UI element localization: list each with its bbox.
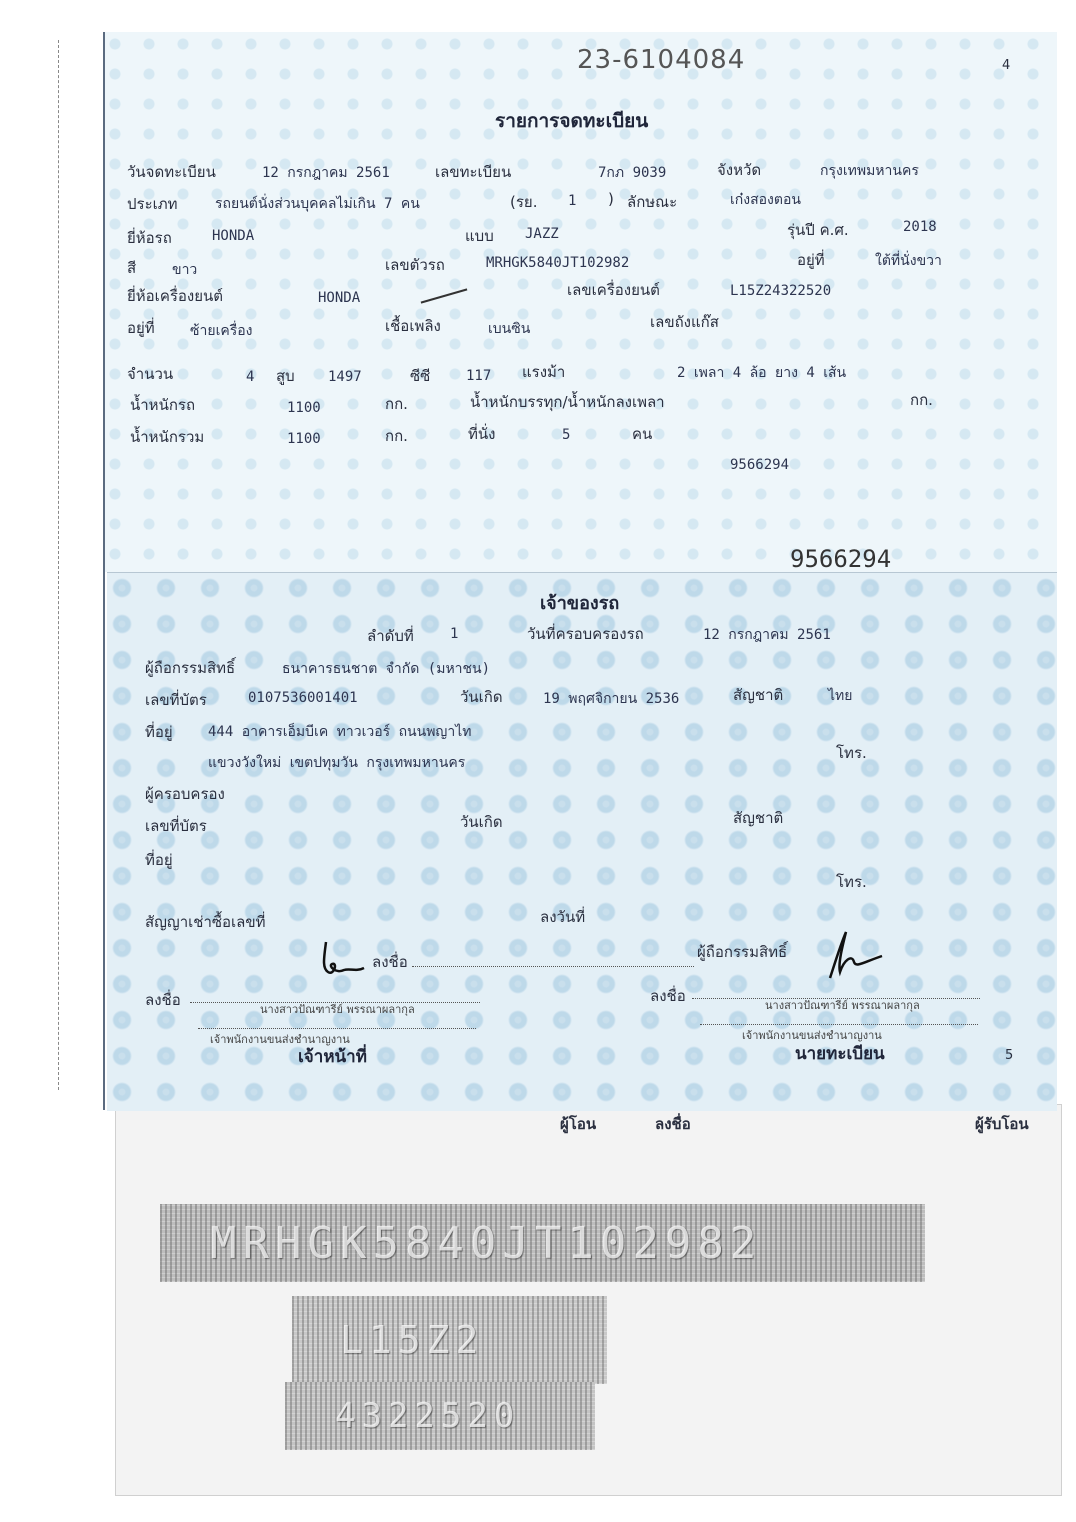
ry-close: ): [608, 190, 614, 208]
lower-col-sign: ลงชื่อ: [655, 1115, 691, 1133]
gross-label: น้ำหนักรวม: [130, 428, 205, 446]
fuel: เบนซิน: [488, 321, 531, 337]
reg-no-label: เลขทะเบียน: [435, 163, 512, 181]
possess-date: 12 กรกฎาคม 2561: [703, 627, 831, 643]
order-number: 1: [450, 626, 459, 642]
seats: 5: [562, 427, 571, 443]
chassis-rubbing: [160, 1204, 925, 1282]
vehicle-style: เก๋งสองตอน: [730, 192, 801, 208]
card-number: 0107536001401: [248, 690, 358, 706]
nationality: ไทย: [828, 688, 853, 704]
doc-number-handwritten: 23-6104084: [577, 45, 746, 75]
officer-label: เจ้าหน้าที่: [298, 1047, 367, 1067]
lower-col-transferee: ผู้รับโอน: [975, 1115, 1029, 1133]
engine-number: L15Z24322520: [730, 283, 832, 299]
cylinders-label: สูบ: [276, 367, 295, 385]
model-label: แบบ: [465, 227, 494, 245]
holder-signature-left: [318, 938, 368, 980]
tel-label: โทร.: [836, 744, 867, 762]
serial-small: 9566294: [730, 457, 790, 473]
lease-date-label: ลงวันที่: [540, 908, 586, 926]
brand-label: ยี่ห้อรถ: [127, 229, 172, 247]
sign-label: ลงชื่อ: [372, 953, 408, 971]
ry-value: 1: [568, 193, 577, 209]
province: กรุงเทพมหานคร: [820, 163, 919, 179]
sign-line: [412, 966, 694, 967]
lease-label: สัญญาเช่าซื้อเลขที่: [145, 913, 266, 931]
lower-col-transferor: ผู้โอน: [560, 1115, 597, 1133]
color-label: สี: [127, 259, 137, 277]
brand: HONDA: [212, 228, 255, 244]
birth-label: วันเกิด: [460, 688, 503, 706]
ry-label: (รย.: [510, 193, 538, 211]
gross-weight: 1100: [287, 431, 321, 447]
load-label: น้ำหนักบรรทุก/น้ำหนักลงเพลา: [470, 393, 665, 411]
address-label: ที่อยู่: [145, 723, 173, 741]
year-label: รุ่นปี ค.ศ.: [787, 221, 849, 239]
weight-unit: กก.: [385, 395, 408, 413]
holder-name: ธนาคารธนชาต จำกัด (มหาชน): [282, 661, 491, 677]
engine-brand-label: ยี่ห้อเครื่องยนต์: [127, 287, 224, 305]
possessor-label: ผู้ครอบครอง: [145, 785, 225, 803]
axles-wheels: 2 เพลา 4 ล้อ ยาง 4 เส้น: [677, 365, 847, 381]
owner-title: เจ้าของรถ: [540, 593, 620, 614]
reg-no: 7กภ 9039: [598, 165, 667, 181]
style-label: ลักษณะ: [627, 193, 678, 211]
possessor-birth-label: วันเกิด: [460, 813, 503, 831]
nationality-label: สัญชาติ: [733, 686, 784, 704]
card-label: เลขที่บัตร: [145, 691, 207, 709]
vehicle-color: ขาว: [172, 262, 198, 278]
possessor-tel-label: โทร.: [836, 873, 867, 891]
registrar-name-line: [700, 1024, 978, 1025]
engine-loc-label: อยู่ที่: [127, 319, 155, 337]
possess-date-label: วันที่ครอบครองรถ: [527, 625, 644, 643]
chassis-label: เลขตัวรถ: [385, 256, 445, 274]
possessor-nation-label: สัญชาติ: [733, 809, 784, 827]
official-position-left: เจ้าพนักงานขนส่งชำนาญงาน: [210, 1033, 350, 1046]
official-name-right: นางสาวปัณฑารีย์ พรรณาผลากุล: [765, 999, 920, 1012]
hp-label: แรงม้า: [522, 363, 566, 381]
engine-brand: HONDA: [318, 290, 361, 306]
model: JAZZ: [525, 226, 559, 242]
reg-date: 12 กรกฎาคม 2561: [262, 165, 390, 181]
gas-tank-label: เลขถังแก๊ส: [650, 313, 719, 331]
registrar-sign-label: ลงชื่อ: [650, 987, 686, 1005]
officer-name-line: [198, 1028, 476, 1029]
seats-label: ที่นั่ง: [468, 425, 496, 443]
official-position-right: เจ้าพนักงานขนส่งชำนาญงาน: [742, 1029, 882, 1042]
holder-sign-label: ผู้ถือกรรมสิทธิ์: [697, 943, 788, 961]
birth-date: 19 พฤศจิกายน 2536: [543, 691, 680, 707]
engine-cc: 1497: [328, 369, 362, 385]
cylinders: 4: [246, 369, 255, 385]
engine-rubbing-top: [292, 1296, 607, 1384]
serial-large: 9566294: [790, 545, 892, 569]
vehicle-type: รถยนต์นั่งส่วนบุคคลไม่เกิน 7 คน: [215, 196, 420, 212]
page-number-bottom: 5: [1005, 1048, 1014, 1063]
holder-label: ผู้ถือกรรมสิทธิ์: [145, 659, 236, 677]
officer-sign-label: ลงชื่อ: [145, 991, 181, 1009]
order-label: ลำดับที่: [367, 627, 414, 645]
weight-label: น้ำหนักรถ: [130, 396, 196, 414]
chassis-location: ใต้ที่นั่งขวา: [875, 253, 942, 269]
load-unit: กก.: [910, 391, 933, 409]
horsepower: 117: [466, 368, 492, 384]
chassis-rubbing-text: MRHGK5840JT102982: [210, 1218, 763, 1269]
chassis-number: MRHGK5840JT102982: [486, 255, 630, 271]
scan-edge: [58, 40, 60, 1090]
engine-rubbing-bottom-text: 4322520: [335, 1396, 521, 1436]
gross-unit: กก.: [385, 427, 408, 445]
cc-label: ซีซี: [410, 367, 431, 385]
possessor-card-label: เลขที่บัตร: [145, 817, 207, 835]
chassis-loc-label: อยู่ที่: [797, 251, 825, 269]
engine-rubbing-bottom: [285, 1382, 595, 1450]
model-year: 2018: [903, 219, 937, 235]
engine-location: ซ้ายเครื่อง: [190, 323, 253, 339]
official-name-left: นางสาวปัณฑารีย์ พรรณาผลากุล: [260, 1003, 415, 1016]
possessor-address-label: ที่อยู่: [145, 851, 173, 869]
page-number-top: 4: [1002, 58, 1011, 73]
vehicle-weight: 1100: [287, 400, 321, 416]
count-label: จำนวน: [127, 365, 174, 383]
engine-no-label: เลขเครื่องยนต์: [567, 281, 660, 299]
engine-rubbing-top-text: L15Z2: [340, 1318, 485, 1362]
seats-unit: คน: [632, 425, 653, 443]
type-label: ประเภท: [127, 195, 178, 213]
fuel-label: เชื้อเพลิง: [385, 317, 441, 335]
registrar-label: นายทะเบียน: [795, 1044, 885, 1064]
address-line-1: 444 อาคารเอ็มบีเค ทาวเวอร์ ถนนพญาไท: [208, 724, 472, 740]
province-label: จังหวัด: [717, 161, 762, 179]
reg-date-label: วันจดทะเบียน: [127, 163, 216, 181]
address-line-2: แขวงวังใหม่ เขตปทุมวัน กรุงเทพมหานคร: [208, 755, 466, 771]
holder-signature-right: [812, 926, 886, 982]
page-edge: [103, 32, 105, 1110]
registration-title: รายการจดทะเบียน: [495, 110, 649, 132]
